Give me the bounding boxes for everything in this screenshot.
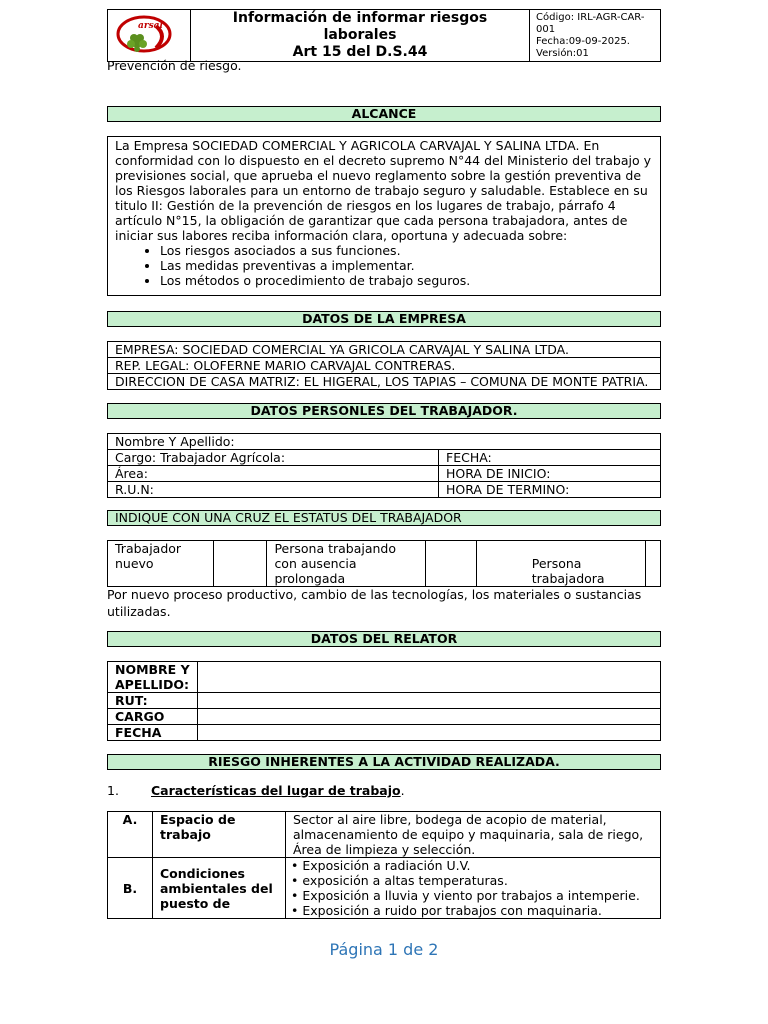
alcance-paragraph: La Empresa SOCIEDAD COMERCIAL Y AGRICOLA CARVAJAL Y SALINA LTDA. En conformidad con lo dispuesto en el decreto supremo N°44 del Ministerio del trabajo y previsiones social, que aprueba el nuevo reglamento sobre la gestión preventiva de los Riesgos laborales para un entorno de trabajo seguro y saludable. Establece en su titulo II: Gestión de la prevención de riesgos en los lugares de trabajo, párrafo 4 artículo N°15, la obligación de garantizar que cada persona trabajadora, antes de iniciar sus labores reciba información clara, oportuna y adecuada sobre: (115, 138, 651, 243)
riesgo-row-b-item: • Exposición a radiación U.V. (291, 858, 471, 873)
riesgo-row-a-label: Espacio de trabajo (153, 812, 286, 858)
empresa-direccion: DIRECCION DE CASA MATRIZ: EL HIGERAL, LOS TAPIAS – COMUNA DE MONTE PATRIA. (108, 374, 661, 390)
logo-cell (108, 10, 191, 62)
riesgo-row-b-letter: B. (108, 858, 153, 919)
riesgo-row-a-text: Sector al aire libre, bodega de acopio de material, almacenamiento de equipo y maquinaria, sala de riego, Área de limpieza y selección. (286, 812, 661, 858)
trabajador-fecha: FECHA: (439, 450, 661, 466)
document-title: Información de informar riesgos laborales (232, 10, 488, 43)
trabajador-run: R.U.N: (108, 482, 439, 498)
riesgo-row-b-item: • Exposición a lluvia y viento por trabajos a intemperie. (291, 888, 640, 903)
estatus-option-ausencia: Persona trabajando con ausencia prolongada (267, 541, 425, 587)
trabajador-cargo: Cargo: Trabajador Agrícola: (108, 450, 439, 466)
riesgo-row-a-letter: A. (108, 812, 153, 858)
trabajador-nombre: Nombre Y Apellido: (108, 434, 661, 450)
riesgo-row-b-item: • exposición a altas temperaturas. (291, 873, 508, 888)
riesgo-row-b-label: Condiciones ambientales del puesto de (153, 858, 286, 919)
intro-text: Prevención de riesgo. (107, 58, 242, 73)
relator-cargo-value[interactable] (198, 709, 661, 725)
estatus-table (107, 540, 661, 587)
document-title-cell (191, 10, 530, 62)
riesgo-item-period: . (400, 783, 405, 798)
relator-heading: DATOS DEL RELATOR (107, 631, 661, 647)
relator-table (107, 661, 661, 741)
alcance-bullet-2: • Las medidas preventivas a implementar. (160, 258, 653, 273)
relator-rut-value[interactable] (198, 693, 661, 709)
document-subtitle: Art 15 del D.S.44 (292, 44, 428, 60)
page-number: Página 1 de 2 (329, 940, 439, 959)
riesgo-item-number: 1. (107, 783, 119, 798)
trabajador-table (107, 433, 661, 498)
relator-nombre-value[interactable] (198, 662, 661, 693)
relator-rut-label: RUT: (108, 693, 198, 709)
riesgo-row-b-list (286, 858, 661, 919)
trabajador-heading: DATOS PERSONLES DEL TRABAJADOR. (107, 403, 661, 419)
relator-fecha-label: FECHA (108, 725, 198, 741)
empresa-heading: DATOS DE LA EMPRESA (107, 311, 661, 327)
document-meta-cell (530, 10, 661, 62)
estatus-option-trabajadora: Persona trabajadora (476, 541, 645, 587)
estatus-checkbox-ausencia[interactable] (425, 541, 476, 587)
relator-fecha-value[interactable] (198, 725, 661, 741)
riesgo-item-title: Características del lugar de trabajo (151, 783, 401, 798)
empresa-name: EMPRESA: SOCIEDAD COMERCIAL YA GRICOLA CARVAJAL Y SALINA LTDA. (108, 342, 661, 358)
estatus-option-nuevo: Trabajador nuevo (108, 541, 214, 587)
alcance-bullet-3: • Los métodos o procedimiento de trabajo seguros. (160, 273, 653, 288)
trabajador-area: Área: (108, 466, 439, 482)
company-logo (116, 14, 176, 54)
alcance-box (107, 136, 661, 296)
riesgo-table (107, 811, 661, 919)
relator-cargo-label: CARGO (108, 709, 198, 725)
estatus-checkbox-nuevo[interactable] (214, 541, 267, 587)
document-header (107, 9, 661, 62)
alcance-bullet-1: • Los riesgos asociados a sus funciones. (160, 243, 653, 258)
estatus-heading: INDIQUE CON UNA CRUZ EL ESTATUS DEL TRABAJADOR (107, 510, 661, 526)
relator-nombre-label: NOMBRE Y APELLIDO: (108, 662, 198, 693)
alcance-list (115, 243, 653, 288)
empresa-table (107, 341, 661, 390)
document-code: Código: IRL-AGR-CAR-001 (536, 11, 645, 35)
riesgo-row-b-item: • Exposición a ruido por trabajos con maquinaria. (291, 903, 602, 918)
riesgo-item-1 (107, 783, 405, 798)
svg-text:arsal: arsal (138, 21, 163, 31)
alcance-heading: ALCANCE (107, 106, 661, 122)
trabajador-hora-inicio: HORA DE INICIO: (439, 466, 661, 482)
estatus-note: Por nuevo proceso productivo, cambio de las tecnologías, los materiales o sustancias utilizadas. (107, 587, 642, 619)
trabajador-hora-termino: HORA DE TERMINO: (439, 482, 661, 498)
estatus-checkbox-trabajadora[interactable] (646, 541, 661, 587)
empresa-rep-legal: REP. LEGAL: OLOFERNE MARIO CARVAJAL CONTRERAS. (108, 358, 661, 374)
document-date: Fecha:09-09-2025. (536, 35, 630, 47)
document-version: Versión:01 (536, 47, 589, 59)
riesgo-heading: RIESGO INHERENTES A LA ACTIVIDAD REALIZADA. (107, 754, 661, 770)
